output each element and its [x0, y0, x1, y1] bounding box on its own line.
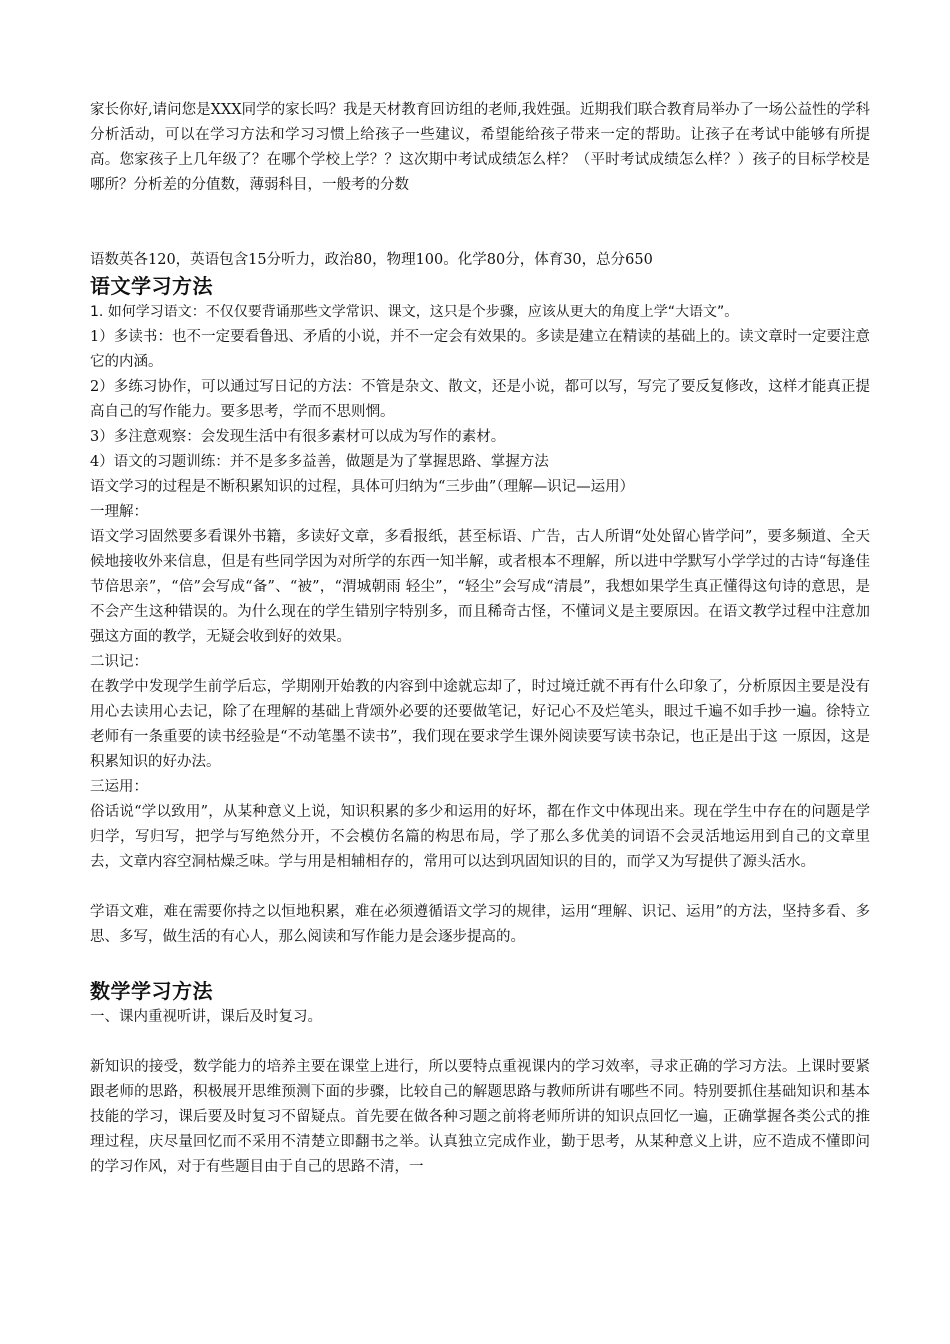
step-memorize-text: 在教学中发现学生前学后忘，学期刚开始教的内容到中途就忘却了，时过境迁就不再有什么印象了，分析原因主要是没有用心去读用心去记，除了在理解的基础上背颂外必要的还要做笔记，好记心不及烂笔头，眼过千遍不如手抄一遍。徐特立老师有一条重要的读书经验是“不动笔墨不读书”，我们现在要求学生课外阅读要写读书杂记，也正是出于这 一原因，这是积累知识的好办法。 — [90, 679, 870, 770]
step-apply-title: 三运用： — [90, 779, 148, 795]
intro-paragraph: 家长你好,请问您是XXX同学的家长吗？我是天材教育回访组的老师,我姓强。近期我们联合教育局举办了一场公益性的学科分析活动，可以在学习方法和学习习惯上给孩子一些建议，希望能给孩子带来一定的帮助。让孩子在考试中能够有所提高。您家孩子上几年级了？在哪个学校上学？？这次期中考试成绩怎么样？（平时考试成绩怎么样？）孩子的目标学校是哪所？分析差的分值数，薄弱科目，一般考的分数 — [90, 102, 870, 193]
math-paragraph: 新知识的接受，数学能力的培养主要在课堂上进行，所以要特点重视课内的学习效率，寻求正确的学习方法。上课时要紧跟老师的思路，积极展开思维预测下面的步骤，比较自己的解题思路与教师所讲有哪些不同。特别要抓住基础知识和基本技能的学习，课后要及时复习不留疑点。首先要在做各种习题之前将老师所讲的知识点回忆一遍，正确掌握各类公式的推理过程，庆尽量回忆而不采用不清楚立即翻书之举。认真独立完成作业，勤于思考，从某种意义上讲，应不造成不懂即问的学习作风，对于有些题目由于自己的思路不清，一 — [90, 1059, 870, 1175]
step-apply-text: 俗话说“学以致用”，从某种意义上说，知识积累的多少和运用的好坏，都在作文中体现出来。现在学生中存在的问题是学归学，写归写，把学与写绝然分开，不会模仿名篇的构思布局，学了那么多优美的词语不会灵活地运用到自己的文章里去，文章内容空洞枯燥乏味。学与用是相辅相存的，常用可以达到巩固知识的目的，而学又为写提供了源头活水。 — [90, 804, 870, 870]
step-memorize-title: 二识记： — [90, 654, 148, 670]
math-method-heading: 数学学习方法 — [90, 979, 213, 1003]
spacer — [90, 1030, 870, 1055]
spacer — [90, 950, 870, 978]
step-understand-title: 一理解： — [90, 504, 148, 520]
chinese-point-1: 1. 如何学习语文：不仅仅要背诵那些文学常识、课文，这只是个步骤，应该从更大的角度上学“大语文”。 — [90, 304, 739, 320]
spacer — [90, 198, 870, 248]
chinese-point-write: 2）多练习协作，可以通过写日记的方法：不管是杂文、散文，还是小说，都可以写，写完了要反复修改，这样才能真正提高自己的写作能力。要多思考，学而不思则惘。 — [90, 379, 870, 420]
chinese-method-heading: 语文学习方法 — [90, 274, 213, 298]
chinese-point-exercise: 4）语文的习题训练：并不是多多益善，做题是为了掌握思路、掌握方法 — [90, 454, 549, 470]
score-summary: 语数英各120，英语包含15分听力，政治80，物理100。化学80分，体育30，总分650 — [90, 252, 653, 268]
step-understand-text: 语文学习固然要多看课外书籍，多读好文章，多看报纸，甚至标语、广告，古人所谓“处处留心皆学问”，要多频道、全天候地接收外来信息，但是有些同学因为对所学的东西一知半解，或者根本不理解，所以进中学默写小学学过的古诗“每逢佳节倍思亲”，“倍”会写成“备”、“被”，“渭城朝雨 轻尘”，“轻尘”会写成“清晨”，我想如果学生真正懂得这句诗的意思，是不会产生这种错误的。为什么现在的学生错别字特别多，而且稀奇古怪，不懂词义是主要原因。在语文教学过程中注意加强这方面的教学，无疑会收到好的效果。 — [90, 529, 870, 645]
spacer — [90, 875, 870, 900]
math-point-1: 一、课内重视听讲，课后及时复习。 — [90, 1009, 322, 1025]
document-page — [90, 98, 870, 1180]
chinese-conclusion: 学语文难，难在需要你持之以恒地积累，难在必须遵循语文学习的规律，运用“理解、识记、运用”的方法，坚持多看、多思、多写，做生活的有心人，那么阅读和写作能力是会逐步提高的。 — [90, 904, 870, 945]
chinese-process-summary: 语文学习的过程是不断积累知识的过程，具体可归纳为“三步曲”（理解—识记—运用） — [90, 479, 635, 495]
chinese-point-read: 1）多读书：也不一定要看鲁迅、矛盾的小说，并不一定会有效果的。多读是建立在精读的基础上的。读文章时一定要注意它的内涵。 — [90, 329, 870, 370]
chinese-point-observe: 3）多注意观察：会发现生活中有很多素材可以成为写作的素材。 — [90, 429, 506, 445]
